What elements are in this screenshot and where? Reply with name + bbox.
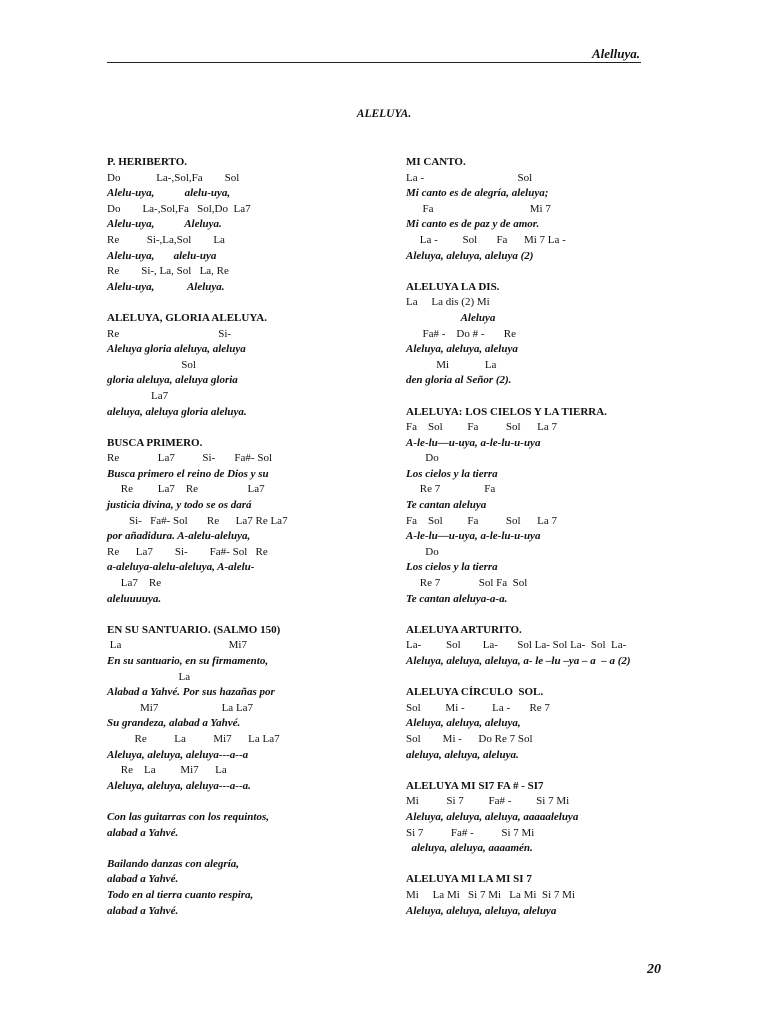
chord-line: La	[107, 670, 191, 683]
chord-line: La Mi7	[107, 639, 247, 652]
lyric-line: Alelu-uya, Aleluya.	[107, 280, 225, 293]
lyric-line: Aleluya, aleluya, aleluya,	[406, 717, 521, 730]
lyric-line: gloria aleluya, aleluya gloria	[107, 374, 238, 387]
chord-line: La - Sol	[406, 171, 533, 184]
lyric-line: aleluya, aleluya, aaaamén.	[406, 842, 533, 855]
chord-line: Fa Mi 7	[406, 202, 551, 215]
song-title: EN SU SANTUARIO. (SALMO 150)	[107, 623, 281, 636]
song-title: ALELUYA, GLORIA ALELUYA.	[107, 311, 267, 324]
lyric-line: aleluuuuya.	[107, 592, 162, 605]
chord-line: Sol Mi - La - Re 7	[406, 701, 550, 714]
chord-line: Si- Fa#- Sol Re La7 Re La7	[107, 514, 288, 527]
chord-line: Sol Mi - Do Re 7 Sol	[406, 732, 533, 745]
song-title: P. HERIBERTO.	[107, 156, 188, 168]
lyric-line: Aleluya, aleluya, aleluya---a--a	[107, 748, 249, 761]
chord-line: Si 7 Fa# - Si 7 Mi	[406, 826, 535, 839]
spacer	[107, 607, 397, 623]
spacer	[107, 841, 397, 857]
chord-line: Mi Si 7 Fa# - Si 7 Mi	[406, 795, 570, 808]
spacer	[406, 857, 696, 873]
chord-line: Re La7 Si- Fa#- Sol	[107, 452, 272, 465]
spacer	[406, 670, 696, 686]
lyric-line: justicia divina, y todo se os dará	[107, 499, 252, 512]
spacer	[107, 420, 397, 436]
chord-line: Mi La	[406, 358, 497, 371]
chord-line: Re La7 Si- Fa#- Sol Re	[107, 545, 268, 558]
lyric-line: Los cielos y la tierra	[406, 561, 498, 574]
song-title: ALELUYA MI LA MI SI 7	[406, 873, 532, 886]
chord-line: Do	[406, 452, 439, 465]
lyric-line: Con las guitarras con los requintos,	[107, 810, 269, 823]
lyric-line: Aleluya, aleluya, aleluya, aleluya	[406, 904, 557, 917]
chord-line: Sol	[107, 358, 196, 371]
spacer	[406, 763, 696, 779]
lyric-line: a-aleluya-alelu-aleluya, A-alelu-	[107, 561, 255, 574]
song-title: ALELUYA MI SI7 FA # - SI7	[406, 779, 544, 792]
header-rule	[107, 62, 641, 63]
song-title: MI CANTO.	[406, 156, 466, 168]
lyric-line: Aleluya, aleluya, aleluya	[406, 343, 518, 356]
lyric-line: Aleluya, aleluya, aleluya, aaaaaleluya	[406, 810, 579, 823]
chord-line: La - Sol Fa Mi 7 La -	[406, 233, 566, 246]
song-title: BUSCA PRIMERO.	[107, 436, 203, 449]
lyric-line: Aleluya, aleluya, aleluya, a- le –lu –ya – a – a (2)	[406, 655, 631, 667]
lyric-line: Aleluya, aleluya, aleluya (2)	[406, 249, 534, 262]
chord-line: Do La-,Sol,Fa Sol,Do La7	[107, 202, 251, 215]
chord-line: Mi7 La La7	[107, 701, 254, 714]
chord-line: La7	[107, 389, 169, 402]
chord-line: Re La Mi7 La La7	[107, 732, 280, 745]
lyric-line: alabad a Yahvé.	[107, 873, 179, 886]
lyric-line: Todo en al tierra cuanto respira,	[107, 888, 254, 901]
lyric-line: En su santuario, en su firmamento,	[107, 655, 269, 667]
chord-line: Fa Sol Fa Sol La 7	[406, 514, 557, 527]
lyric-line: Te cantan aleluya	[406, 499, 487, 512]
lyric-line: Te cantan aleluya-a-a.	[406, 592, 508, 605]
spacer	[107, 295, 397, 311]
lyric-line: Mi canto es de paz y de amor.	[406, 218, 540, 231]
chord-line: Re Si-,La,Sol La	[107, 233, 225, 246]
lyric-line: A-le-lu—u-uya, a-le-lu-u-uya	[406, 530, 541, 543]
chord-line: Re Si-, La, Sol La, Re	[107, 265, 229, 278]
chord-line: Re 7 Sol Fa Sol	[406, 577, 528, 590]
chord-line: Fa Sol Fa Sol La 7	[406, 421, 557, 434]
lyric-line: Alelu-uya, Aleluya.	[107, 218, 222, 231]
song-title: ALELUYA CÍRCULO SOL.	[406, 686, 544, 699]
lyric-line: Aleluya	[406, 311, 496, 324]
song-title: ALELUYA: LOS CIELOS Y LA TIERRA.	[406, 405, 607, 418]
lyric-line: Aleluya, aleluya, aleluya---a--a.	[107, 779, 251, 792]
lyric-line: alabad a Yahvé.	[107, 826, 179, 839]
chord-line: Re 7 Fa	[406, 483, 496, 496]
song-title: ALELUYA ARTURITO.	[406, 623, 522, 636]
chord-line: Do	[406, 545, 439, 558]
spacer	[107, 794, 397, 810]
lyric-line: Su grandeza, alabad a Yahvé.	[107, 717, 241, 730]
lyric-line: alabad a Yahvé.	[107, 904, 179, 917]
lyric-line: por añadidura. A-alelu-aleluya,	[107, 530, 251, 543]
lyric-line: den gloria al Señor (2).	[406, 374, 512, 387]
lyric-line: aleluya, aleluya gloria aleluya.	[107, 405, 247, 418]
lyric-line: aleluya, aleluya, aleluya.	[406, 748, 519, 761]
lyric-line: Aleluya gloria aleluya, aleluya	[107, 343, 246, 356]
chord-line: Re Si-	[107, 327, 232, 340]
chord-line: Do La-,Sol,Fa Sol	[107, 171, 240, 184]
chord-line: La- Sol La- Sol La- Sol La- Sol La-	[406, 639, 627, 652]
spacer	[406, 264, 696, 280]
spacer	[406, 389, 696, 405]
lyric-line: Mi canto es de alegría, aleluya;	[406, 187, 549, 200]
lyric-line: Alabad a Yahvé. Por sus hazañas por	[107, 686, 275, 699]
chord-line: Re La7 Re La7	[107, 483, 265, 496]
lyric-line: Alelu-uya, alelu-uya,	[107, 187, 231, 200]
lyric-line: Busca primero el reino de Dios y su	[107, 467, 269, 480]
chord-line: La7 Re	[107, 577, 162, 590]
lyric-line: A-le-lu—u-uya, a-le-lu-u-uya	[406, 436, 541, 449]
song-title: ALELUYA LA DIS.	[406, 280, 500, 293]
chord-line: Re La Mi7 La	[107, 764, 227, 777]
page-title: ALELUYA.	[356, 108, 412, 120]
chord-line: La La dis (2) Mi	[406, 296, 490, 309]
lyric-line: Bailando danzas con alegría,	[107, 857, 240, 870]
chord-line: Fa# - Do # - Re	[406, 327, 516, 340]
lyric-line: Los cielos y la tierra	[406, 467, 498, 480]
right-column	[406, 155, 696, 919]
spacer	[406, 607, 696, 623]
lyric-line: Alelu-uya, alelu-uya	[107, 249, 217, 262]
left-column	[107, 155, 397, 919]
chord-line: Mi La Mi Si 7 Mi La Mi Si 7 Mi	[406, 888, 575, 901]
running-header: Alelluya.	[591, 46, 640, 61]
page-number: 20	[647, 962, 661, 977]
